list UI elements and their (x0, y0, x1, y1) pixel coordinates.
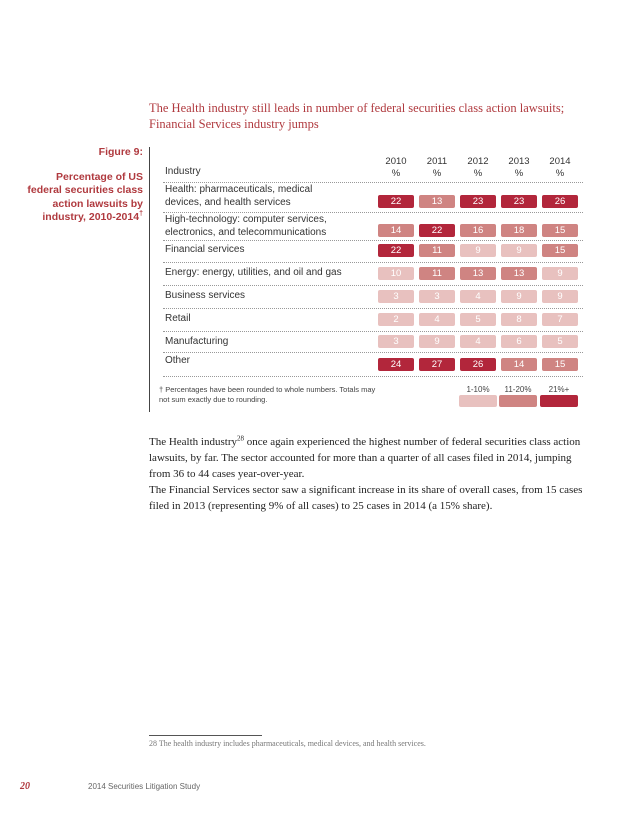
value-cell: 15 (542, 224, 578, 237)
row-divider (163, 308, 583, 309)
row-divider (163, 352, 583, 353)
figure-caption-dagger: † (139, 210, 143, 218)
legend-label: 11-20% (504, 385, 532, 394)
industry-label: Business services (165, 290, 246, 301)
value-cell: 13 (460, 267, 496, 280)
year-header-2011 (419, 156, 455, 180)
page-footer-title: 2014 Securities Litigation Study (88, 782, 201, 791)
year-header-2013 (501, 156, 537, 180)
value-cell: 5 (460, 313, 496, 326)
value-cell: 8 (501, 313, 537, 326)
value-cell: 3 (378, 290, 414, 303)
figure-caption: Percentage of US federal securities class action lawsuits by industry, 2010-2014 (27, 170, 143, 223)
row-divider (163, 262, 583, 263)
value-cell: 4 (460, 290, 496, 303)
value-cell: 5 (542, 335, 578, 348)
year-header-2010 (378, 156, 414, 180)
row-divider (163, 182, 583, 183)
value-cell: 6 (501, 335, 537, 348)
value-cell: 9 (419, 335, 455, 348)
legend-label: 21%+ (548, 385, 570, 394)
year-label: 2013 (508, 156, 530, 167)
year-header-2014 (542, 156, 578, 180)
value-cell: 13 (419, 195, 455, 208)
row-divider (163, 240, 583, 241)
figure-caption-block (20, 146, 143, 225)
value-cell: 18 (501, 224, 537, 237)
industry-label: Retail (165, 313, 191, 324)
value-cell: 3 (419, 290, 455, 303)
legend-swatch (499, 395, 537, 407)
rounding-footnote: † Percentages have been rounded to whole numbers. Totals may not sum exactly due to rounding. (159, 385, 376, 404)
value-cell: 9 (501, 290, 537, 303)
value-cell: 15 (542, 244, 578, 257)
year-label: 2012 (467, 156, 489, 167)
value-cell: 27 (419, 358, 455, 371)
year-label: 2014 (549, 156, 571, 167)
value-cell: 16 (460, 224, 496, 237)
legend-swatch (540, 395, 578, 407)
value-cell: 11 (419, 267, 455, 280)
value-cell: 9 (501, 244, 537, 257)
body-p1-start: The Health industry (149, 436, 237, 448)
row-divider (163, 285, 583, 286)
figure-label: Figure 9: (98, 146, 143, 158)
year-header-2012 (460, 156, 496, 180)
industry-header: Industry (165, 166, 201, 177)
footnote-28: 28 The health industry includes pharmaceuticals, medical devices, and health services. (149, 739, 426, 748)
value-cell: 11 (419, 244, 455, 257)
industry-label: Financial services (165, 244, 245, 255)
footnote-rule (149, 735, 262, 736)
value-cell: 24 (378, 358, 414, 371)
body-p1-end: once again experienced the highest number of federal securities class action lawsuits, by far. The sector accounted for more than a quarter of all cases filed in 2014, jumping from 36 to 44 cases year-over-year. (149, 436, 581, 480)
legend-swatch (459, 395, 497, 407)
value-cell: 23 (460, 195, 496, 208)
body-paragraph-1 (149, 434, 589, 482)
value-cell: 23 (501, 195, 537, 208)
row-divider (163, 331, 583, 332)
unit-label: % (514, 168, 524, 179)
year-label: 2011 (426, 156, 448, 167)
unit-label: % (555, 168, 565, 179)
value-cell: 2 (378, 313, 414, 326)
value-cell: 22 (419, 224, 455, 237)
industry-label: High-technology: computer services, electronics, and telecommunications (165, 214, 327, 238)
value-cell: 13 (501, 267, 537, 280)
value-cell: 26 (460, 358, 496, 371)
page-number: 20 (20, 781, 30, 792)
industry-label: Energy: energy, utilities, and oil and gas (165, 267, 342, 278)
value-cell: 9 (460, 244, 496, 257)
body-paragraph-2: The Financial Services sector saw a significant increase in its share of overall cases, from 15 cases filed in 2013 (representing 9% of all cases) to 25 cases in 2014 (a 15% share). (149, 484, 583, 512)
value-cell: 9 (542, 290, 578, 303)
value-cell: 3 (378, 335, 414, 348)
unit-label: % (473, 168, 483, 179)
value-cell: 7 (542, 313, 578, 326)
value-cell: 14 (501, 358, 537, 371)
row-divider (163, 212, 583, 213)
industry-label: Manufacturing (165, 336, 229, 347)
unit-label: % (391, 168, 401, 179)
industry-label: Health: pharmaceuticals, medical devices, and health services (165, 184, 313, 208)
value-cell: 26 (542, 195, 578, 208)
value-cell: 4 (460, 335, 496, 348)
footnote-ref-28: 28 (236, 434, 244, 443)
value-cell: 14 (378, 224, 414, 237)
row-divider (163, 376, 583, 377)
legend-label: 1-10% (466, 385, 490, 394)
year-label: 2010 (385, 156, 407, 167)
value-cell: 9 (542, 267, 578, 280)
value-cell: 10 (378, 267, 414, 280)
value-cell: 4 (419, 313, 455, 326)
headline: The Health industry still leads in number of federal securities class action lawsuits; Financial Services industry jumps (149, 101, 565, 131)
figure-divider (149, 147, 150, 412)
value-cell: 22 (378, 244, 414, 257)
value-cell: 15 (542, 358, 578, 371)
value-cell: 22 (378, 195, 414, 208)
unit-label: % (432, 168, 442, 179)
industry-label: Other (165, 355, 191, 366)
